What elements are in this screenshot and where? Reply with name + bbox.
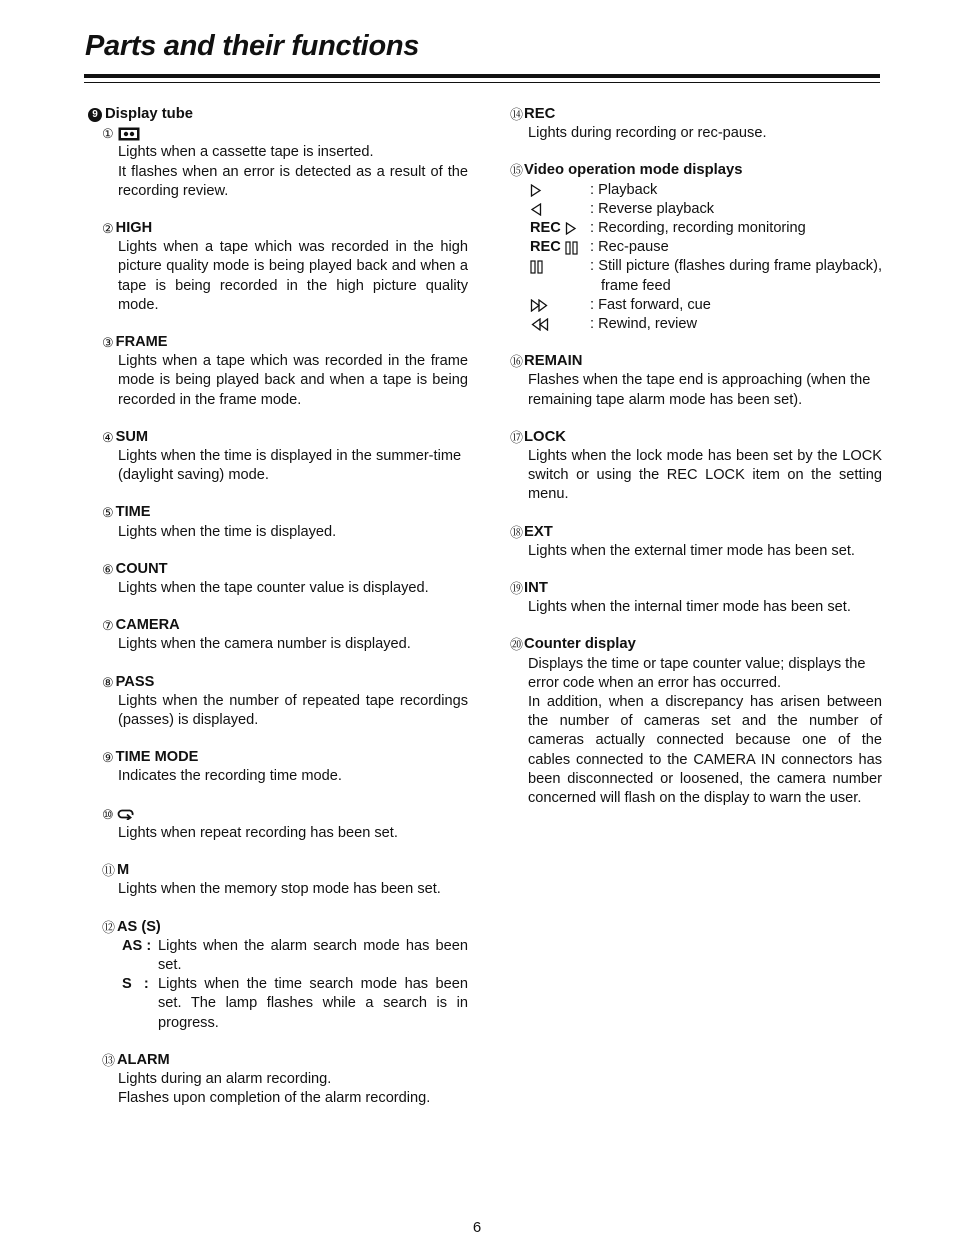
- item-label: FRAME: [115, 334, 168, 351]
- item-label: REC: [524, 106, 556, 122]
- item-label: HIGH: [115, 220, 153, 237]
- display-item-m: ⑪ M Lights when the memory stop mode has been set.: [102, 862, 441, 898]
- mode-row-rec-play: REC : Recording, recording monitoring: [530, 220, 806, 237]
- mode-row-fast-forward: : Fast forward, cue: [510, 296, 882, 315]
- display-tube-heading: 9 Display tube: [88, 105, 468, 124]
- item-label: M: [117, 862, 130, 879]
- item-label: Video operation mode displays: [524, 162, 743, 179]
- left-column: [88, 105, 468, 1126]
- repeat-icon: [117, 808, 135, 820]
- item-label: TIME: [115, 504, 151, 521]
- display-item-pass: ⑧ PASS Lights when the number of repeated tape recordings (passes) is displayed.: [102, 673, 468, 729]
- mode-row-playback: : Playback: [510, 181, 882, 200]
- item-label: PASS: [115, 673, 155, 690]
- display-item-int: ⑲ INT Lights when the internal timer mode has been set.: [510, 580, 851, 616]
- display-item-alarm: ⑬ ALARM Lights during an alarm recording. Flashes upon completion of the alarm recording.: [102, 1051, 431, 1107]
- section-marker-icon: 9: [88, 108, 102, 122]
- item-label: TIME MODE: [115, 749, 199, 766]
- item-body: Lights when a cassette tape is inserted. It flashes when an error is detected as a result of the recording review.: [118, 144, 468, 199]
- right-column: [510, 105, 882, 826]
- display-item-rec: ⑭ REC Lights during recording or rec-pause.: [510, 106, 767, 142]
- item-label: EXT: [524, 523, 553, 540]
- play-icon: [565, 222, 577, 235]
- definition-row: S : Lights when the time search mode has been set. The lamp flashes while a search is in progress.: [122, 976, 468, 1031]
- title-rule-thick: [84, 74, 880, 78]
- item-label: SUM: [115, 428, 149, 445]
- mode-row-rec-pause: REC : Rec-pause: [530, 239, 669, 256]
- item-label: COUNT: [115, 560, 168, 577]
- pause-icon: [565, 241, 578, 255]
- display-item-ext: ⑱ EXT Lights when the external timer mode has been set.: [510, 523, 855, 559]
- mode-row-rewind: : Rewind, review: [510, 315, 882, 334]
- cassette-icon: [118, 127, 140, 141]
- display-item-lock: ⑰ LOCK Lights when the lock mode has been set by the LOCK switch or using the REC LOCK item on the setting menu.: [510, 428, 882, 503]
- display-item-time-mode: ⑨ TIME MODE Indicates the recording time mode.: [102, 749, 342, 785]
- play-icon: [530, 184, 542, 197]
- item-label: ALARM: [117, 1051, 170, 1068]
- item-label: LOCK: [524, 428, 566, 445]
- display-item-time: ⑤ TIME Lights when the time is displayed.: [102, 504, 337, 540]
- display-item-cassette: [88, 124, 468, 201]
- mode-row-still: : Still picture (flashes during frame playback), frame feed: [510, 257, 882, 295]
- page-title: Parts and their functions: [85, 30, 420, 62]
- item-heading: ①: [88, 124, 468, 143]
- mode-row-reverse: : Reverse playback: [510, 200, 882, 219]
- fast-forward-icon: [530, 299, 550, 312]
- display-item-sum: ④ SUM Lights when the time is displayed in the summer-time (daylight saving) mode.: [102, 428, 462, 484]
- display-item-frame: ③ FRAME Lights when a tape which was recorded in the frame mode is being played back and when a tape is being recorded in the frame mode.: [102, 334, 468, 408]
- display-item-counter: ⑳ Counter display Displays the time or tape counter value; displays the error code when an error has occurred. In addition, when a discrepancy has arisen between the number of cameras set and the number of cameras actually connected because one of the cables connected to the CAMERA IN connectors has been disconnected or loosened, the camera number concerned will flash on the display to warn the user.: [510, 636, 882, 807]
- pause-icon: [530, 260, 543, 274]
- reverse-play-icon: [530, 203, 542, 216]
- item-label: AS (S): [117, 918, 161, 935]
- title-rule-thin: [84, 82, 880, 83]
- rewind-icon: [530, 318, 550, 331]
- display-item-remain: ⑯ REMAIN Flashes when the tape end is approaching (when the remaining tape alarm mode has been set).: [510, 353, 871, 408]
- item-label: Counter display: [524, 636, 636, 653]
- display-item-repeat: ⑩ Lights when repeat recording has been set.: [102, 806, 398, 841]
- item-label: CAMERA: [115, 617, 180, 634]
- definition-row: AS : Lights when the alarm search mode has been set.: [122, 937, 468, 973]
- display-item-camera: ⑦ CAMERA Lights when the camera number is displayed.: [102, 617, 411, 653]
- item-label: INT: [524, 580, 548, 597]
- display-item-as-s: ⑫ AS (S) AS : Lights when the alarm search mode has been set. S : Lights when the time search mode has been set. The lamp flashes while a search is in progress.: [88, 918, 468, 1033]
- display-item-count: ⑥ COUNT Lights when the tape counter value is displayed.: [102, 560, 429, 597]
- display-item-high: ② HIGH Lights when a tape which was recorded in the high picture quality mode is being played back and when a tape is being recorded in the high picture quality mode.: [102, 220, 468, 313]
- item-label: REMAIN: [524, 353, 583, 370]
- video-operation-modes: ⑮ Video operation mode displays : Playback : Reverse playback REC : Recording, recording monitoring REC : Rec-pause : Still picture (flashes during frame playback), frame feed : Fast forward, cue : Rewind, review: [510, 161, 882, 334]
- page-number: 6: [472, 1219, 482, 1236]
